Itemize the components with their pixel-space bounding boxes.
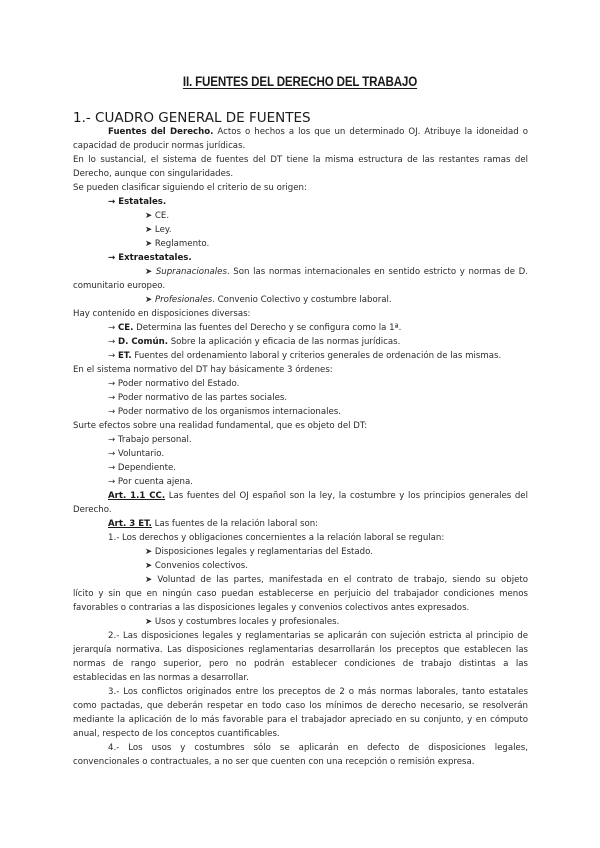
list-item-supranacionales xyxy=(145,267,528,278)
list-item-reglamento: ➤ Reglamento. xyxy=(145,239,210,249)
art-3-et-label: Art. 3 ET. xyxy=(108,519,152,529)
text-line: anual, respecto de los conceptos cuantificables. xyxy=(73,729,280,739)
list-item-ce: ➤ CE. xyxy=(145,211,170,221)
ce-text: Determina las fuentes del Derecho y se configura como la 1ª. xyxy=(133,323,402,333)
text-line: Hay contenido en disposiciones diversas: xyxy=(73,309,251,319)
list-item: ➤ Usos y costumbres locales y profesionales. xyxy=(145,617,340,627)
d-comun-label: D. Común. xyxy=(117,337,168,347)
list-item-et xyxy=(108,351,501,362)
text-line: En el sistema normativo del DT hay básicamente 3 órdenes: xyxy=(73,365,333,375)
text-line: establecidas en las normas a desarrollar. xyxy=(73,673,249,683)
document-title: II. FUENTES DEL DERECHO DEL TRABAJO xyxy=(182,74,418,89)
supranacionales-label: Supranacionales xyxy=(155,267,227,277)
text-line: En lo sustancial, el sistema de fuentes del DT tiene la misma estructura de las restantes ramas del xyxy=(73,155,528,165)
list-item: → Poder normativo de los organismos internacionales. xyxy=(108,407,342,417)
fuentes-derecho-line xyxy=(108,127,528,138)
text-line: 3.- Los conflictos originados entre los preceptos de 2 o más normas laborales, tanto estatales xyxy=(108,687,528,697)
arrow-icon: → xyxy=(108,323,118,333)
ce-label: CE. xyxy=(117,323,134,333)
arrow-icon: → xyxy=(108,337,118,347)
text-line: favorables o contrarias a las disposiciones legales y convenios colectivos antes expresados. xyxy=(73,603,470,613)
text-line: Derecho, aunque con singularidades. xyxy=(73,169,234,179)
list-item: → Poder normativo del Estado. xyxy=(108,379,240,389)
text-line: jerarquía normativa. Las disposiciones reglamentarias desarrollarán los preceptos que establecen las xyxy=(73,645,528,655)
text-line: lícito y sin que en ningún caso puedan establecerse en perjuicio del trabajador condiciones menos xyxy=(73,589,528,599)
art-1-1-cc-label: Art. 1.1 CC. xyxy=(108,491,166,501)
text-line: 4.- Los usos y costumbres sólo se aplicarán en defecto de disposiciones legales, xyxy=(108,743,528,753)
list-item-ce-det xyxy=(108,323,401,334)
text-line: comunitario europeo. xyxy=(73,281,166,291)
text-line: 1.- Los derechos y obligaciones concernientes a la relación laboral se regulan: xyxy=(108,533,445,543)
list-item: ➤ Voluntad de las partes, manifestada en el contrato de trabajo, siendo su objeto xyxy=(145,575,528,585)
text-line: 2.- Las disposiciones legales y reglamentarias se aplicarán con sujeción estricta al principio de xyxy=(108,631,528,641)
art-3-et-line xyxy=(108,519,318,530)
profesionales-label: Profesionales xyxy=(154,295,213,305)
list-item: ➤ Convenios colectivos. xyxy=(145,561,249,571)
list-item-profesionales xyxy=(145,295,392,306)
fuentes-derecho-label: Fuentes del Derecho. xyxy=(108,127,214,137)
list-item-d-comun xyxy=(108,337,400,348)
profesionales-text: . Convenio Colectivo y costumbre laboral. xyxy=(212,295,392,305)
text-line: convencionales o contractuales, a no ser que cuenten con una recepción o remisión expresa. xyxy=(73,757,475,767)
list-item-extraestatales: → Extraestatales. xyxy=(108,253,192,263)
et-label: ET. xyxy=(117,351,132,361)
list-item: → Por cuenta ajena. xyxy=(108,477,193,487)
list-item-estatales: → Estatales. xyxy=(108,197,167,207)
art-3-et-text: Las fuentes de la relación laboral son: xyxy=(151,519,319,529)
text-line: Se pueden clasificar siguiendo el criterio de su origen: xyxy=(73,183,307,193)
arrow-icon: ➤ xyxy=(145,295,155,305)
art-1-1-cc-text: Las fuentes del OJ español son la ley, la costumbre y los principios generales del xyxy=(165,491,528,501)
art-1-1-cc-line xyxy=(108,491,528,502)
fuentes-derecho-text: Actos o hechos a los que un determinado OJ. Atribuye la idoneidad o xyxy=(213,127,528,137)
text-line: Surte efectos sobre una realidad fundamental, que es objeto del DT: xyxy=(73,421,368,431)
text-line: mediante la aplicación de lo más favorable para el trabajador apreciado en su conjunto, y en cómputo xyxy=(73,715,528,725)
arrow-icon: ➤ xyxy=(145,267,156,277)
list-item: → Poder normativo de las partes sociales. xyxy=(108,393,288,403)
arrow-icon: → xyxy=(108,351,118,361)
text-line: como pactadas, que deberán respetar en todo caso los mínimos de derecho necesario, se resolverán xyxy=(73,701,528,711)
section-heading: 1.- CUADRO GENERAL DE FUENTES xyxy=(73,110,311,126)
text-line: capacidad de producir normas jurídicas. xyxy=(73,141,246,151)
text-line: normas de rango superior, pero no podrán establecer condiciones de trabajo distintas a las xyxy=(73,659,528,669)
supranacionales-text: . Son las normas internacionales en sentido estricto y normas de D. xyxy=(226,267,528,277)
list-item: → Dependiente. xyxy=(108,463,176,473)
list-item: ➤ Disposiciones legales y reglamentarias del Estado. xyxy=(145,547,373,557)
et-text: Fuentes del ordenamiento laboral y criterios generales de ordenación de las mismas. xyxy=(131,351,502,361)
d-comun-text: Sobre la aplicación y eficacia de las normas jurídicas. xyxy=(168,337,401,347)
list-item: → Trabajo personal. xyxy=(108,435,192,445)
list-item: → Voluntario. xyxy=(108,449,165,459)
text-line: Derecho. xyxy=(73,505,112,515)
list-item-ley: ➤ Ley. xyxy=(145,225,172,235)
